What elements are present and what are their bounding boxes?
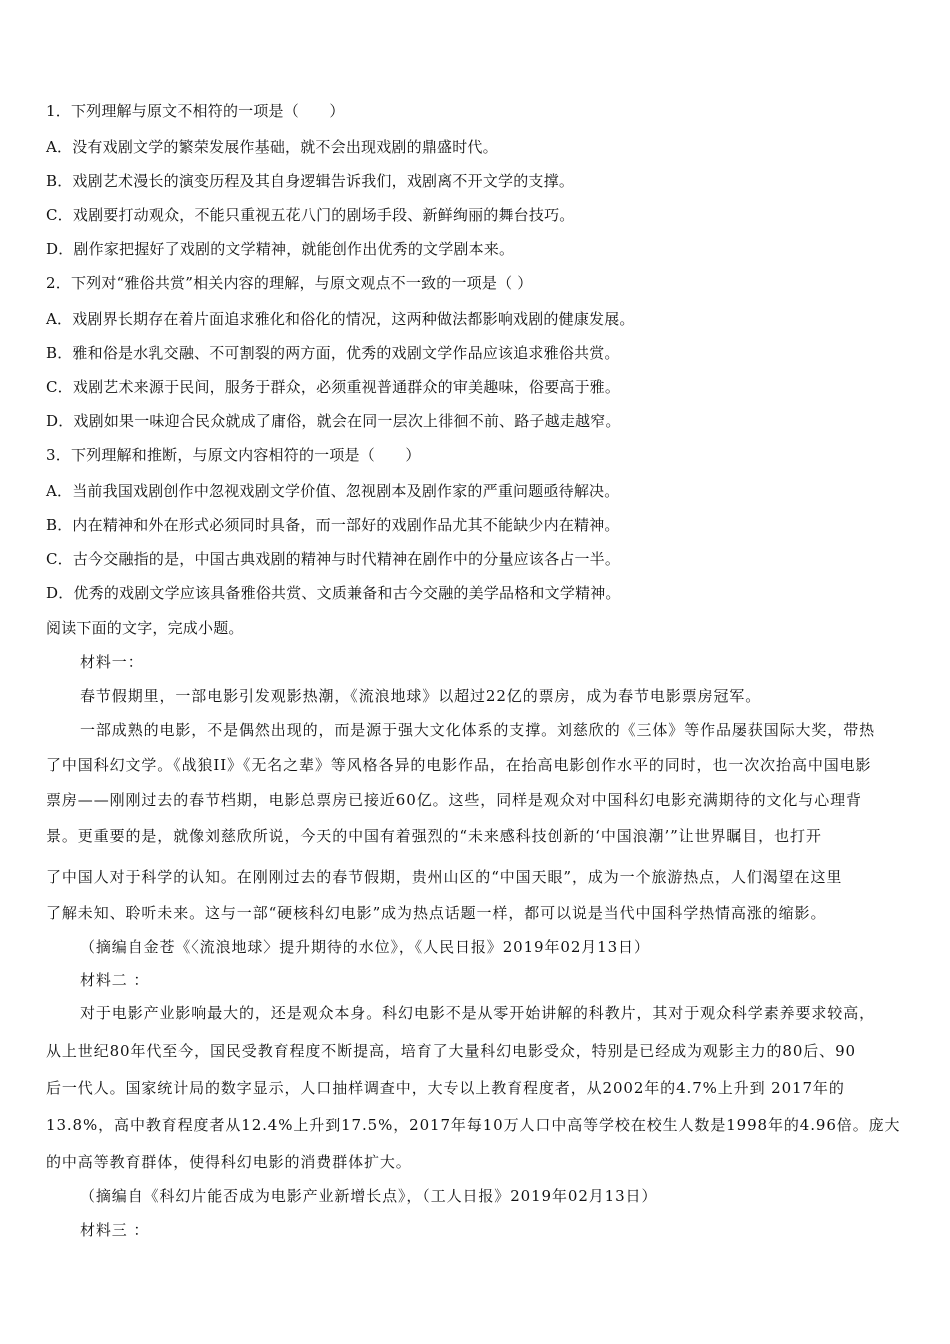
material-3-heading: 材料三 ： bbox=[80, 1221, 150, 1239]
question-1-option-d: D．剧作家把握好了戏剧的文学精神，就能创作出优秀的文学剧本来。 bbox=[46, 240, 515, 258]
question-3-option-d: D．优秀的戏剧文学应该具备雅俗共赏、文质兼备和古今交融的美学品格和文学精神。 bbox=[46, 584, 621, 602]
material-2-heading: 材料二 ： bbox=[80, 971, 150, 989]
material-1-line: 一部成熟的电影，不是偶然出现的，而是源于强大文化体系的支撑。刘慈欣的《三体》等作品屡获国际大奖，带热 bbox=[80, 721, 876, 739]
question-1-option-b: B．戏剧艺术漫长的演变历程及其自身逻辑告诉我们，戏剧离不开文学的支撑。 bbox=[46, 172, 575, 190]
question-3-option-a: A．当前我国戏剧创作中忽视戏剧文学价值、忽视剧本及剧作家的严重问题亟待解决。 bbox=[46, 482, 620, 500]
question-1-stem: 1．下列理解与原文不相符的一项是（ ） bbox=[46, 102, 345, 120]
material-2-line: 13.8%，高中教育程度者从12.4%上升到17.5%，2017年每10万人口中高等学校在校生人数是1998年的4.96倍。庞大 bbox=[46, 1116, 901, 1134]
material-1-line: 春节假期里，一部电影引发观影热潮，《流浪地球》以超过22亿的票房，成为春节电影票房冠军。 bbox=[80, 687, 762, 705]
material-2-line: 后一代人。国家统计局的数字显示，人口抽样调查中，大专以上教育程度者，从2002年的4.7%上升到 2017年的 bbox=[46, 1079, 845, 1097]
question-2-stem: 2．下列对“雅俗共赏”相关内容的理解，与原文观点不一致的一项是（ ） bbox=[46, 274, 533, 292]
question-2-option-c: C．戏剧艺术来源于民间，服务于群众，必须重视普通群众的审美趣味，俗要高于雅。 bbox=[46, 378, 621, 396]
question-3-option-c: C．古今交融指的是，中国古典戏剧的精神与时代精神在剧作中的分量应该各占一半。 bbox=[46, 550, 621, 568]
material-1-line: 了中国科幻文学。《战狼II》《无名之辈》等风格各异的电影作品，在抬高电影创作水平的同时，也一次次抬高中国电影 bbox=[46, 756, 872, 774]
question-2-option-d: D．戏剧如果一味迎合民众就成了庸俗，就会在同一层次上徘徊不前、路子越走越窄。 bbox=[46, 412, 621, 430]
material-1-source: （摘编自金苍《〈流浪地球〉提升期待的水位》，《人民日报》2019年02月13日） bbox=[80, 938, 650, 956]
material-1-heading: 材料一： bbox=[80, 653, 144, 671]
material-2-line: 对于电影产业影响最大的，还是观众本身。科幻电影不是从零开始讲解的科教片，其对于观众科学素养要求较高， bbox=[80, 1004, 876, 1022]
material-1-line: 票房——刚刚过去的春节档期，电影总票房已接近60亿。这些，同样是观众对中国科幻电影充满期待的文化与心理背 bbox=[46, 791, 862, 809]
question-3-stem: 3．下列理解和推断，与原文内容相符的一项是（ ） bbox=[46, 446, 421, 464]
material-1-line: 了解未知、聆听未来。这与一部“硬核科幻电影”成为热点话题一样，都可以说是当代中国科学热情高涨的缩影。 bbox=[46, 904, 827, 922]
material-1-line: 景。更重要的是，就像刘慈欣所说，今天的中国有着强烈的“未来感科技创新的‘中国浪潮’”让世界瞩目，也打开 bbox=[46, 827, 822, 845]
material-2-line: 的中高等教育群体，使得科幻电影的消费群体扩大。 bbox=[46, 1153, 412, 1171]
question-1-option-a: A．没有戏剧文学的繁荣发展作基础，就不会出现戏剧的鼎盛时代。 bbox=[46, 138, 498, 156]
question-3-option-b: B．内在精神和外在形式必须同时具备，而一部好的戏剧作品尤其不能缺少内在精神。 bbox=[46, 516, 620, 534]
material-2-line: 从上世纪80年代至今，国民受教育程度不断提高，培育了大量科幻电影受众，特别是已经成为观影主力的80后、90 bbox=[46, 1042, 856, 1060]
material-1-line: 了中国人对于科学的认知。在刚刚过去的春节假期，贵州山区的“中国天眼”，成为一个旅游热点，人们渴望在这里 bbox=[46, 868, 843, 886]
question-2-option-b: B．雅和俗是水乳交融、不可割裂的两方面，优秀的戏剧文学作品应该追求雅俗共赏。 bbox=[46, 344, 620, 362]
question-1-option-c: C．戏剧要打动观众，不能只重视五花八门的剧场手段、新鲜绚丽的舞台技巧。 bbox=[46, 206, 575, 224]
reading-instruction: 阅读下面的文字，完成小题。 bbox=[46, 619, 244, 637]
question-2-option-a: A．戏剧界长期存在着片面追求雅化和俗化的情况，这两种做法都影响戏剧的健康发展。 bbox=[46, 310, 635, 328]
material-2-source: （摘编自《科幻片能否成为电影产业新增长点》，（工人日报》2019年02月13日） bbox=[80, 1187, 658, 1205]
